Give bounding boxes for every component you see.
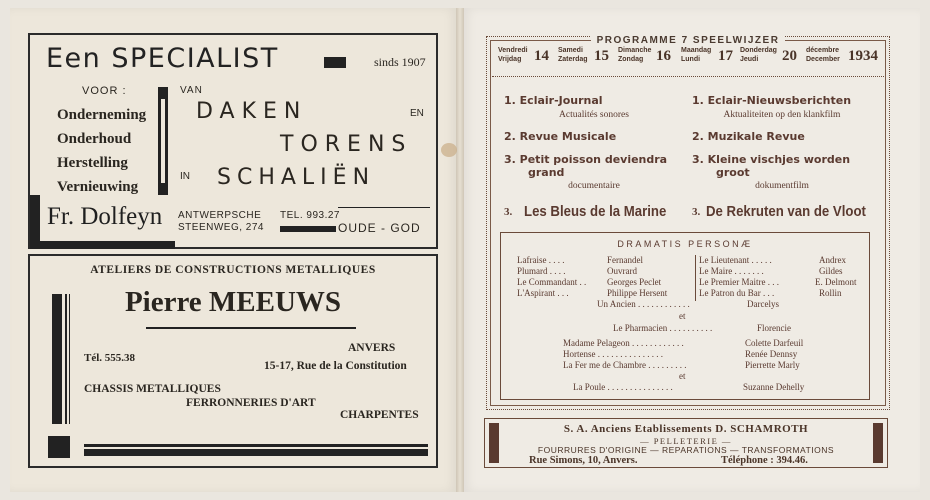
meeuws-advertisement [28, 254, 438, 468]
product-line: CHARPENTES [340, 409, 419, 421]
program-item-fr: grand [528, 166, 565, 179]
day-number: 20 [782, 48, 797, 64]
footer-phone: Téléphone : 394.46. [721, 455, 808, 466]
footer-trade: — PELLETERIE — [640, 436, 732, 446]
cast-actor: Colette Darfeuil [745, 338, 804, 348]
word-torens: TORENS [280, 132, 413, 157]
cast-row: La Fer me de Chambre . . . . . . . . . [563, 360, 687, 370]
cast-conjunction: et [679, 371, 686, 381]
company-phone: TEL. 993.27 [280, 210, 340, 221]
service-item: Onderneming [57, 107, 147, 123]
program-heading: PROGRAMME 7 SPEELWIJZER [486, 30, 890, 48]
in-label: IN [180, 171, 190, 182]
decor-square [324, 57, 346, 68]
cast-actor: Gildes [819, 266, 843, 276]
footer-services: FOURRURES D'ORIGINE — REPARATIONS — TRANSFORMATIONS [537, 445, 835, 455]
dramatis-personae-box [500, 232, 870, 400]
cast-actor: Fernandel [607, 255, 643, 265]
ad-heading: ATELIERS DE CONSTRUCTIONS METALLIQUES [90, 264, 376, 276]
company-name: Pierre MEEUWS [124, 286, 342, 318]
divider [492, 76, 884, 77]
company-name: Fr. Dolfeyn [47, 203, 163, 230]
cast-row: Le Lieutenant . . . . . [699, 255, 772, 265]
decor-vertical-bar [158, 87, 168, 195]
cast-actor: Pierrette Marly [745, 360, 800, 370]
company-city: ANVERS [348, 342, 396, 354]
decor-bottom-bar [84, 444, 428, 456]
cast-actor: Rollin [819, 288, 842, 298]
cast-row: Plumard . . . . [517, 266, 566, 276]
company-phone: Tél. 555.38 [84, 352, 136, 364]
cast-divider [695, 255, 696, 301]
cast-row: Un Ancien . . . . . . . . . . . . [597, 299, 690, 309]
program-number-nl: 3. [692, 206, 701, 218]
cast-actor: Philippe Hersent [607, 288, 668, 298]
cast-actor: Renée Dennsy [745, 349, 798, 359]
company-street: 15-17, Rue de la Constitution [264, 360, 407, 372]
divider [146, 327, 356, 329]
year: 1934 [848, 48, 878, 64]
van-label: VAN [180, 85, 203, 96]
program-subtitle-fr: documentaire [568, 181, 620, 191]
cast-row: Hortense . . . . . . . . . . . . . . . [563, 349, 663, 359]
schamroth-advertisement [484, 418, 888, 468]
service-item: Herstelling [57, 155, 128, 171]
footer-company: S. A. Anciens Etablissements D. SCHAMROTH [563, 423, 809, 435]
program-number-fr: 3. [504, 206, 513, 218]
since-year: sinds 1907 [374, 55, 426, 69]
day-label: Vendredi Vrijdag [498, 47, 528, 63]
cast-actor: Darcelys [747, 299, 779, 309]
address-line: STEENWEG, 274 [178, 222, 264, 233]
en-label: EN [410, 108, 424, 119]
day-label: Maandag Lundi [681, 47, 712, 63]
date-row [496, 46, 882, 74]
services-list [57, 103, 146, 199]
dolfeyn-advertisement [28, 33, 438, 249]
service-item: Vernieuwing [57, 179, 139, 195]
decor-vertical-bars [52, 294, 70, 424]
cast-actor: Georges Peclet [607, 277, 662, 287]
cast-row: Le Patron du Bar . . . [699, 288, 775, 298]
decor-phone-bar [280, 226, 336, 232]
company-location: OUDE - GOD [338, 221, 421, 235]
day-number: 15 [594, 48, 609, 64]
cast-row: Le Commandant . . [517, 277, 587, 287]
day-label: Samedi Zaterdag [558, 47, 588, 63]
program-item-nl: groot [716, 166, 750, 179]
cast-conjunction: et [679, 311, 686, 321]
cast-row: L'Aspirant . . . [517, 288, 569, 298]
word-schalien: SCHALIËN [217, 165, 376, 190]
program-item-fr: 3. Petit poisson deviendra [504, 153, 668, 166]
cast-row: Le Maire . . . . . . . [699, 266, 764, 276]
paper-stain [441, 143, 457, 157]
program-item-nl: 1. Eclair-Nieuwsberichten [692, 94, 852, 107]
program-item-fr: 2. Revue Musicale [504, 130, 617, 143]
voor-label: VOOR : [82, 85, 127, 97]
divider [338, 207, 430, 208]
day-label: Donderdag Jeudi [740, 47, 777, 63]
service-item: Onderhoud [57, 131, 132, 147]
feature-title-nl: De Rekruten van de Vloot [706, 203, 866, 220]
program-item-nl: 2. Muzikale Revue [692, 130, 805, 143]
cast-actor: E. Delmont [815, 277, 857, 287]
day-number: 16 [656, 48, 671, 64]
decor-bottom-bar [40, 241, 175, 249]
product-line: CHASSIS METALLIQUES [84, 383, 221, 395]
cast-row: Le Pharmacien . . . . . . . . . . [613, 323, 713, 333]
cast-row: La Poule . . . . . . . . . . . . . . . [573, 382, 673, 392]
cast-row: Lafraise . . . . [517, 255, 565, 265]
cast-actor: Andrex [819, 255, 846, 265]
cast-actor: Ouvrard [607, 266, 637, 276]
product-line: FERRONNERIES D'ART [186, 397, 316, 409]
decor-left-bar [30, 195, 40, 249]
program-subtitle-fr: Actualités sonores [559, 110, 629, 120]
cast-actor: Florencie [757, 323, 791, 333]
day-number: 14 [534, 48, 549, 64]
month-label: décembre December [806, 47, 840, 63]
feature-title-fr: Les Bleus de la Marine [524, 203, 667, 220]
cast-row: Le Premier Maitre . . . [699, 277, 779, 287]
day-number: 17 [718, 48, 733, 64]
cast-title: DRAMATIS PERSONÆ [617, 239, 753, 249]
address-line: ANTWERPSCHE [178, 210, 262, 221]
program-item-fr: 1. Eclair-Journal [504, 94, 603, 107]
company-address [178, 210, 264, 234]
program-subtitle-nl: dokumentfilm [755, 181, 809, 191]
program-subtitle-nl: Aktualiteiten op den klankfilm [723, 110, 841, 120]
program-item-nl: 3. Kleine vischjes worden [692, 153, 851, 166]
footer-address: Rue Simons, 10, Anvers. [529, 455, 638, 466]
cast-row: Madame Pelageon . . . . . . . . . . . . [563, 338, 684, 348]
day-label: Dimanche Zondag [618, 47, 652, 63]
book-fold [456, 8, 464, 492]
ad-title: Een SPECIALIST [46, 43, 279, 74]
decor-square [48, 436, 70, 458]
word-daken: DAKEN [196, 99, 308, 124]
cast-actor: Suzanne Dehelly [743, 382, 805, 392]
